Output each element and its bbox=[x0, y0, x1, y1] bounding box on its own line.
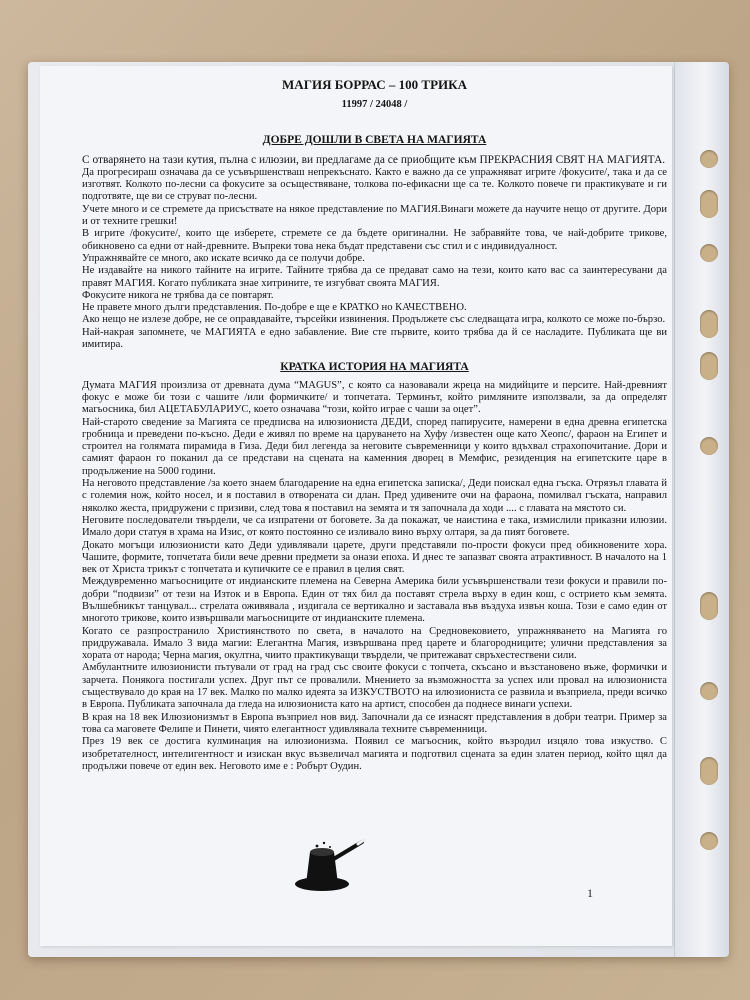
history-paragraph: През 19 век се достига кулминация на илюзионизма. Появил се магьосник, който възродил изцяло това изкуство. С изобретателност, интелигентност и изискан вкус възвеличал магията и подготвил сцената за един златен период, който щял да продължи повече от един век. Неговото име е : Робърт Оудин. bbox=[82, 736, 667, 772]
punch-hole bbox=[700, 190, 718, 218]
punch-hole bbox=[700, 832, 718, 850]
punched-strip bbox=[674, 62, 729, 957]
welcome-paragraph: Фокусите никога не трябва да се повтарят. bbox=[82, 289, 274, 301]
punch-hole bbox=[700, 310, 718, 338]
welcome-paragraph: Ако нещо не излезе добре, не се оправдавайте, търсейки извинения. Продължете със следващата игра, колкото се може по-бързо. bbox=[82, 314, 666, 326]
history-paragraph: На неговото представление /за което знаем благодарение на една египетска записка/, Деди поискал една гъска. Отрязъл главата й с големия нож, който носел, и я поставил в отворената си длан. Пред удивените очи на фараона, помилвал гъската, направил няколко жеста, придружени с призиви, след това я поставил на земята и тя започнала да ходи .... с главата на мястото си. bbox=[82, 478, 667, 514]
welcome-paragraph: Не издавайте на никого тайните на игрите. Тайните трябва да се предават само на тези, които като вас са заинтересувани да правят МАГИЯ. Когато публиката знае хитрините, те изгубват своята МАГИЯ. bbox=[82, 265, 667, 289]
welcome-heading: ДОБРЕ ДОШЛИ В СВЕТА НА МАГИЯТА bbox=[262, 133, 487, 146]
document-code: 11997 / 24048 / bbox=[341, 99, 408, 111]
history-paragraph: Думата МАГИЯ произлиза от древната дума “MAGUS”, с която са назовавали жреца на мидийците и персите. Най-древният фокус е може би този с чашите /или формичките/ и топчетата. Терминът, който римляните използвали, за да определят магьосника, бил АЦЕТАБУЛАРИУС, което означава “този, който играе с чаши за оцет”. bbox=[82, 379, 667, 416]
page-number: 1 bbox=[587, 886, 593, 900]
punch-hole bbox=[700, 244, 718, 262]
punch-hole bbox=[700, 592, 718, 620]
punch-hole bbox=[700, 682, 718, 700]
magic-hat-wand-icon bbox=[292, 838, 372, 900]
page-footer bbox=[82, 838, 667, 898]
welcome-paragraph: Не правете много дълги представления. По-добре е ще е КРАТКО но КАЧЕСТВЕНО. bbox=[82, 302, 467, 314]
welcome-paragraph: Да прогресираш означава да се усъвършенстваш непрекъснато. Както е важно да се упражняват игрите /фокусите/, така и да се изготвят. Колкото по-лесни са фокусите за осъществяване, толкова по-ефикасни ще са те. Колкото повече ги практикувате и ги подготвяте, ще ви се струват по-лесни. bbox=[82, 166, 667, 203]
history-paragraph: Докато могъщи илюзионисти като Деди удивлявали царете, други представяли по-прости фокуси пред обикновените хора. Чашите, формите, топчетата били вече древни предмети за онази епоха. И днес те запазват своята атрактивност. В началото на 1 век от Христа трикът с топчетата и купичките се е правил в целия свят. bbox=[82, 539, 667, 576]
welcome-paragraph: С отварянето на тази кутия, пълна с илюзии, ви предлагаме да се приобщите към ПРЕКРАСНИЯ СВЯТ НА МАГИЯТА. bbox=[82, 153, 666, 166]
welcome-paragraph: Учете много и се стремете да присъствате на някое представление по МАГИЯ.Винаги можете да научите нещо от другите. Дори и от техните грешки! bbox=[82, 203, 667, 228]
history-paragraph: Междувременно магьосниците от индианските племена на Северна Америка били усъвършенствали тези фокуси и правили по-добри “подвизи” от тези на Изток и в Европа. Един от тях бил да поставят стрела върху в един кош, с острието към земята. Вълшебникът танцувал... стрелата оживявала , издигала се вертикално и заставала във въздуха извън коша. Този е само един от многото трикове, които извършвали магьосниците от индианските племена. bbox=[82, 576, 667, 625]
welcome-paragraph: В игрите /фокусите/, които ще изберете, стремете се да бъдете оригинални. Не забравяйте това, че най-добрите трикове, обикновено са едни от най-древните. Въпреки това нека бъдат представени със стил и с индивидуалност. bbox=[82, 228, 667, 252]
history-paragraph: В края на 18 век Илюзионизмът в Европа възприел нов вид. Започнали да се изнасят представления в добри театри. Пример за това са маговете Фелипе и Пинети, чиято елегантност удивлявала техните съвременници. bbox=[82, 711, 667, 735]
welcome-paragraph: Упражнявайте се много, ако искате всичко да се получи добре. bbox=[82, 252, 365, 264]
punch-hole bbox=[700, 757, 718, 785]
history-paragraph: Когато се разпространило Християнството по света, в началото на Средновековието, упражняването на Магията го придружавала. Имало 3 вида магии: Елегантна Магия, извършвана пред царете и благородниците; улични представления за хората от народа; Черна магия, окултна, чиито практикуващи твърдели, че притежават свръхестествени сили. bbox=[82, 625, 667, 662]
welcome-paragraph: Най-накрая запомнете, че МАГИЯТА е едно забавление. Вие сте първите, които трябва да й се насладите. Публиката ще ви имитира. bbox=[82, 326, 667, 351]
history-heading: КРАТКА ИСТОРИЯ НА МАГИЯТА bbox=[280, 361, 469, 374]
punch-hole bbox=[700, 352, 718, 380]
history-paragraph: Амбулантните илюзионисти пътували от град на град със своите фокуси с топчета, скъсано и възстановено въже, формички и зарчета. Понякога постигали успех. Друг път се провалили. Мнението за възможността за успех или провал на илюзиониста съществувало до края на 17 век. Малко по малко идеята за ИЗКУСТВОТО на илюзиониста се развила и възприела, преди всичко в Европа. Публиката започнала да гледа на илюзиониста като на артист, способен да поднесе винаги успехи. bbox=[82, 662, 667, 711]
document-content bbox=[82, 76, 667, 773]
history-paragraph: Неговите последователи твърдели, че са изпратени от боговете. За да покажат, че наистина е така, измислили приказни илюзии. Имало дори статуя в храма на Изис, от която постоянно се изливало вино върху олтаря, за да пият боговете. bbox=[82, 514, 667, 539]
history-paragraph: Най-старото сведение за Магията се предписва на илюзиониста ДЕДИ, според папирусите, намерени в една древна египетска гробница и преведени по-късно. Деди е живял по време на царуването на Хуфу /известен още като Хеопс/, фараон на Египет и строител на голямата пирамида в Гиза. Деди бил легенда за неговите съвременници у които вдъхвал страхопочитание. Дори и самият фараон го поканил да се представи на сцената на каменния дворец в Мемфис, резиденция на египетските царе в продължение на 5000 години. bbox=[82, 416, 667, 477]
punch-hole bbox=[700, 437, 718, 455]
document-title: МАГИЯ БОРРАС – 100 ТРИКА bbox=[282, 77, 467, 92]
punch-hole bbox=[700, 150, 718, 168]
